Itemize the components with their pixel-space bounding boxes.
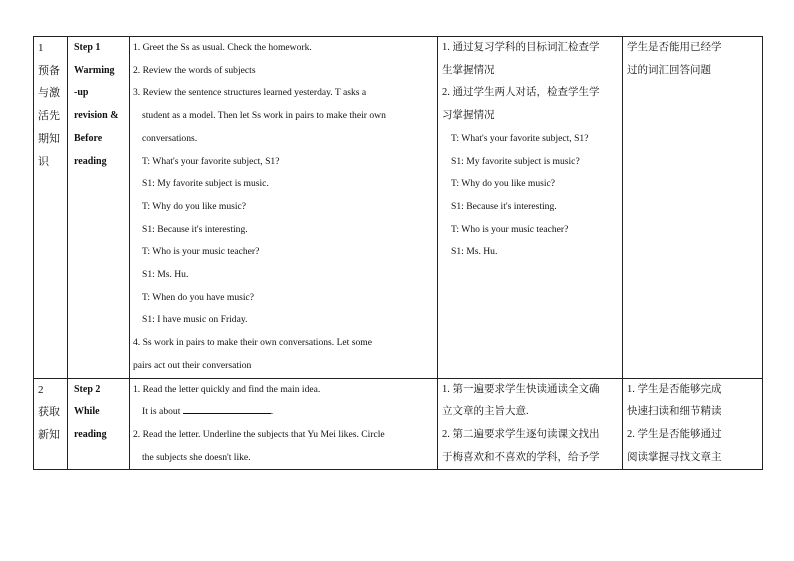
stage-label: 获取 [38, 406, 60, 419]
step-line: Before [74, 132, 103, 144]
procedure-text: It is about [142, 406, 181, 418]
step-title: Step 2 [74, 383, 101, 395]
purpose-line: S1: My favorite subject is music? [451, 155, 580, 167]
evaluation-line: 1. 学生是否能够完成 [627, 383, 722, 395]
purpose-line: 立文章的主旨大意. [442, 406, 529, 418]
step-title: Step 1 [74, 42, 101, 53]
evaluation-line: 过的词汇回答问题 [627, 64, 711, 76]
purpose-line: S1: Ms. Hu. [451, 246, 498, 258]
purpose-line: T: Why do you like music? [451, 178, 556, 190]
step-line: revision & [74, 110, 119, 122]
row-number: 1 [38, 42, 44, 54]
purpose-line: 2. 第二遍要求学生逐句读课文找出 [442, 428, 600, 440]
procedure-line: S1: I have music on Friday. [142, 314, 248, 326]
evaluation-cell [623, 378, 763, 470]
procedure-line: conversations. [142, 132, 198, 144]
stage-label: 期知 [38, 132, 60, 145]
step-line: Warming [74, 64, 115, 76]
procedure-line: T: What's your favorite subject, S1? [142, 155, 280, 167]
table-row [34, 37, 763, 379]
step-cell [68, 37, 130, 379]
procedure-line: 2. Review the words of subjects [133, 64, 256, 76]
purpose-line: 2. 通过学生两人对话，检查学生学 [442, 87, 600, 99]
purpose-line: 生掌握情况 [442, 64, 495, 76]
purpose-line: 于梅喜欢和不喜欢的学科，给予学 [442, 451, 600, 463]
step-line: reading [74, 155, 107, 167]
purpose-cell [438, 378, 623, 470]
stage-label: 活先 [38, 110, 60, 123]
procedure-cell [130, 378, 438, 470]
stage-label: 预备 [38, 64, 60, 77]
lesson-plan-table [33, 36, 763, 470]
procedure-cell [130, 37, 438, 379]
stage-label: 与激 [38, 87, 60, 100]
stage-cell [34, 37, 68, 379]
procedure-line: 1. Greet the Ss as usual. Check the homework. [133, 42, 312, 53]
step-line: -up [74, 87, 89, 99]
purpose-line: T: Who is your music teacher? [451, 223, 569, 235]
procedure-line: 4. Ss work in pairs to make their own conversations. Let some [133, 337, 373, 349]
procedure-line: S1: Ms. Hu. [142, 269, 189, 281]
step-line: While [74, 406, 100, 418]
purpose-line: T: What's your favorite subject, S1? [451, 132, 589, 144]
purpose-line: S1: Because it's interesting. [451, 200, 557, 212]
purpose-line: 习掌握情况 [442, 110, 495, 122]
procedure-line: 3. Review the sentence structures learned yesterday. T asks a [133, 87, 367, 99]
step-cell [68, 378, 130, 470]
procedure-line: S1: My favorite subject is music. [142, 178, 269, 190]
stage-label: 识 [38, 155, 49, 168]
evaluation-cell [623, 37, 763, 379]
procedure-line: 2. Read the letter. Underline the subjects that Yu Mei likes. Circle [133, 428, 385, 440]
procedure-line: S1: Because it's interesting. [142, 223, 248, 235]
evaluation-line: 阅读掌握寻找文章主 [627, 451, 722, 463]
procedure-line: pairs act out their conversation [133, 359, 252, 371]
evaluation-line: 学生是否能用已经学 [627, 42, 722, 53]
procedure-line: student as a model. Then let Ss work in pairs to make their own [142, 110, 386, 122]
purpose-line: 1. 第一遍要求学生快读通读全文确 [442, 383, 600, 395]
stage-label: 新知 [38, 428, 60, 441]
procedure-line: T: Why do you like music? [142, 200, 247, 212]
fill-in-blank [183, 403, 271, 414]
evaluation-line: 快速扫读和细节精读 [627, 406, 722, 418]
step-line: reading [74, 428, 107, 440]
table-row [34, 378, 763, 470]
procedure-line: 1. Read the letter quickly and find the main idea. [133, 383, 321, 395]
evaluation-line: 2. 学生是否能够通过 [627, 428, 722, 440]
procedure-line: the subjects she doesn't like. [142, 451, 251, 463]
stage-cell [34, 378, 68, 470]
row-number: 2 [38, 383, 44, 396]
procedure-line: T: Who is your music teacher? [142, 246, 260, 258]
procedure-line: It is about . [133, 401, 433, 424]
purpose-line: 1. 通过复习学科的目标词汇检查学 [442, 42, 600, 53]
purpose-cell [438, 37, 623, 379]
procedure-line: T: When do you have music? [142, 291, 255, 303]
